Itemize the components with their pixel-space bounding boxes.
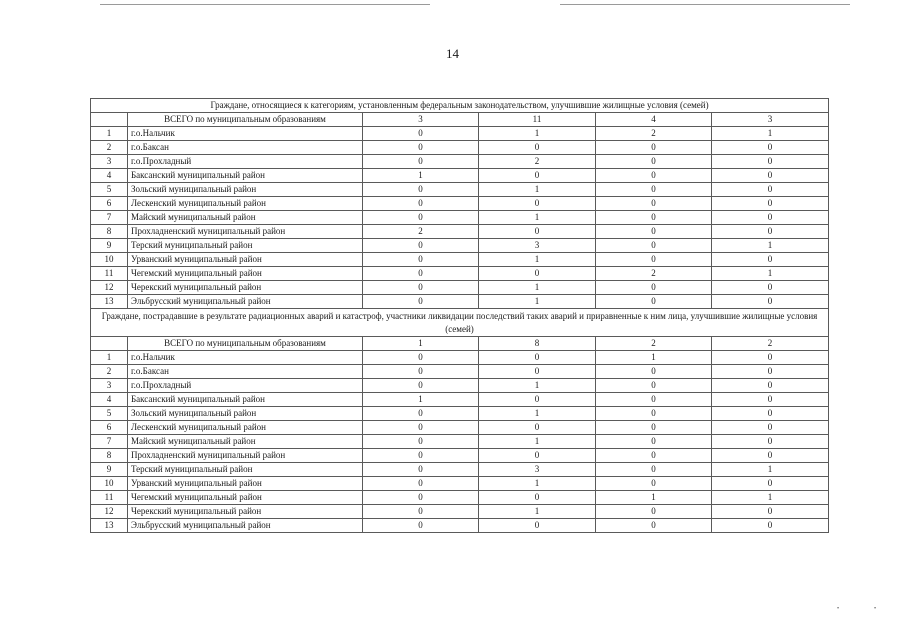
value-cell: 0 (712, 351, 829, 365)
value-cell: 2 (479, 155, 596, 169)
value-cell: 1 (479, 407, 596, 421)
value-cell: 1 (712, 267, 829, 281)
total-row (91, 337, 829, 351)
value-cell: 2 (363, 225, 479, 239)
value-cell: 0 (479, 421, 596, 435)
value-cell: 0 (479, 393, 596, 407)
value-cell: 0 (596, 519, 712, 533)
municipality-name: г.о.Нальчик (128, 351, 363, 365)
value-cell: 0 (363, 505, 479, 519)
value-cell: 0 (363, 183, 479, 197)
scan-mark: • (837, 606, 840, 612)
row-number: 1 (91, 127, 128, 141)
municipality-name: Прохладненский муниципальный район (128, 225, 363, 239)
value-cell: 0 (712, 505, 829, 519)
value-cell: 0 (596, 477, 712, 491)
municipality-name: г.о.Прохладный (128, 155, 363, 169)
value-cell: 1 (363, 393, 479, 407)
value-cell: 1 (479, 127, 596, 141)
value-cell: 2 (596, 267, 712, 281)
value-cell: 1 (596, 351, 712, 365)
row-number: 12 (91, 505, 128, 519)
value-cell: 0 (363, 155, 479, 169)
value-cell: 0 (712, 435, 829, 449)
table-row (91, 211, 829, 225)
value-cell: 1 (363, 169, 479, 183)
table-row (91, 379, 829, 393)
municipality-name: Зольский муниципальный район (128, 407, 363, 421)
table-row (91, 155, 829, 169)
statistics-table (90, 98, 829, 533)
value-cell: 0 (596, 379, 712, 393)
value-cell: 0 (596, 141, 712, 155)
value-cell: 0 (363, 477, 479, 491)
value-cell: 0 (712, 225, 829, 239)
row-number: 7 (91, 435, 128, 449)
table-row (91, 169, 829, 183)
value-cell: 2 (712, 337, 829, 351)
total-label: ВСЕГО по муниципальным образованиям (128, 113, 363, 127)
table-row (91, 253, 829, 267)
value-cell: 3 (479, 463, 596, 477)
row-number: 13 (91, 519, 128, 533)
value-cell: 0 (363, 421, 479, 435)
municipality-name: г.о.Нальчик (128, 127, 363, 141)
section-title: Граждане, относящиеся к категориям, установленным федеральным законодательством, улучшившие жилищные условия (семей) (91, 99, 829, 113)
row-number: 8 (91, 225, 128, 239)
municipality-name: Баксанский муниципальный район (128, 169, 363, 183)
municipality-name: Лескенский муниципальный район (128, 421, 363, 435)
row-number: 6 (91, 197, 128, 211)
municipality-name: г.о.Прохладный (128, 379, 363, 393)
value-cell: 0 (363, 463, 479, 477)
table-row (91, 197, 829, 211)
row-number: 9 (91, 239, 128, 253)
value-cell: 1 (479, 211, 596, 225)
value-cell: 0 (363, 407, 479, 421)
row-number-cell (91, 113, 128, 127)
row-number: 12 (91, 281, 128, 295)
value-cell: 0 (596, 505, 712, 519)
value-cell: 0 (479, 267, 596, 281)
value-cell: 0 (712, 183, 829, 197)
value-cell: 0 (596, 407, 712, 421)
value-cell: 0 (363, 211, 479, 225)
value-cell: 0 (712, 477, 829, 491)
municipality-name: Зольский муниципальный район (128, 183, 363, 197)
value-cell: 1 (479, 477, 596, 491)
value-cell: 0 (596, 295, 712, 309)
municipality-name: Черекский муниципальный район (128, 281, 363, 295)
row-number: 3 (91, 155, 128, 169)
value-cell: 0 (712, 449, 829, 463)
value-cell: 0 (712, 141, 829, 155)
table-row (91, 183, 829, 197)
value-cell: 8 (479, 337, 596, 351)
municipality-name: Эльбрусский муниципальный район (128, 295, 363, 309)
scan-top-rule (560, 4, 850, 5)
value-cell: 1 (479, 253, 596, 267)
value-cell: 1 (479, 183, 596, 197)
row-number: 13 (91, 295, 128, 309)
value-cell: 0 (479, 169, 596, 183)
row-number: 4 (91, 393, 128, 407)
municipality-name: Эльбрусский муниципальный район (128, 519, 363, 533)
value-cell: 0 (479, 449, 596, 463)
table-row (91, 435, 829, 449)
table-row (91, 365, 829, 379)
municipality-name: Баксанский муниципальный район (128, 393, 363, 407)
value-cell: 1 (479, 505, 596, 519)
value-cell: 0 (363, 365, 479, 379)
value-cell: 1 (363, 337, 479, 351)
value-cell: 0 (363, 141, 479, 155)
value-cell: 0 (712, 421, 829, 435)
value-cell: 1 (712, 127, 829, 141)
value-cell: 0 (596, 197, 712, 211)
value-cell: 0 (479, 197, 596, 211)
value-cell: 0 (363, 295, 479, 309)
row-number: 5 (91, 183, 128, 197)
row-number: 10 (91, 253, 128, 267)
value-cell: 1 (712, 239, 829, 253)
table-row (91, 127, 829, 141)
value-cell: 0 (363, 281, 479, 295)
table-row (91, 407, 829, 421)
row-number: 1 (91, 351, 128, 365)
value-cell: 0 (363, 449, 479, 463)
value-cell: 0 (712, 253, 829, 267)
row-number: 11 (91, 491, 128, 505)
value-cell: 0 (712, 393, 829, 407)
value-cell: 0 (596, 449, 712, 463)
value-cell: 0 (596, 253, 712, 267)
value-cell: 0 (479, 365, 596, 379)
table-row (91, 281, 829, 295)
table-row (91, 225, 829, 239)
municipality-name: Лескенский муниципальный район (128, 197, 363, 211)
value-cell: 2 (596, 127, 712, 141)
table-row (91, 449, 829, 463)
value-cell: 0 (712, 519, 829, 533)
value-cell: 0 (712, 155, 829, 169)
table-row (91, 351, 829, 365)
value-cell: 0 (479, 351, 596, 365)
value-cell: 0 (596, 435, 712, 449)
value-cell: 0 (712, 281, 829, 295)
value-cell: 4 (596, 113, 712, 127)
section-title: Граждане, пострадавшие в результате радиационных аварий и катастроф, участники ликвидации последствий таких аварий и приравненные к ним лица, улучшившие жилищные условия (семей) (91, 309, 829, 337)
value-cell: 1 (479, 379, 596, 393)
value-cell: 0 (363, 253, 479, 267)
municipality-name: Урванский муниципальный район (128, 477, 363, 491)
value-cell: 0 (712, 407, 829, 421)
value-cell: 0 (363, 379, 479, 393)
row-number: 5 (91, 407, 128, 421)
table-row (91, 267, 829, 281)
section-header-row (91, 99, 829, 113)
section-header-row (91, 309, 829, 337)
municipality-name: Прохладненский муниципальный район (128, 449, 363, 463)
row-number-cell (91, 337, 128, 351)
table-row (91, 519, 829, 533)
value-cell: 0 (479, 519, 596, 533)
scan-mark: • (874, 606, 877, 612)
value-cell: 3 (479, 239, 596, 253)
row-number: 11 (91, 267, 128, 281)
table-row (91, 421, 829, 435)
table-row (91, 505, 829, 519)
value-cell: 1 (479, 435, 596, 449)
value-cell: 1 (479, 295, 596, 309)
table-row (91, 141, 829, 155)
row-number: 7 (91, 211, 128, 225)
municipality-name: Чегемский муниципальный район (128, 491, 363, 505)
value-cell: 0 (712, 295, 829, 309)
value-cell: 0 (596, 183, 712, 197)
municipality-name: г.о.Баксан (128, 141, 363, 155)
value-cell: 0 (363, 239, 479, 253)
value-cell: 0 (596, 393, 712, 407)
municipality-name: Терский муниципальный район (128, 463, 363, 477)
row-number: 10 (91, 477, 128, 491)
page-number: 14 (446, 46, 459, 61)
value-cell: 3 (712, 113, 829, 127)
value-cell: 1 (712, 463, 829, 477)
value-cell: 0 (596, 211, 712, 225)
total-label: ВСЕГО по муниципальным образованиям (128, 337, 363, 351)
table-row (91, 477, 829, 491)
value-cell: 0 (479, 491, 596, 505)
value-cell: 0 (363, 435, 479, 449)
value-cell: 0 (363, 519, 479, 533)
row-number: 4 (91, 169, 128, 183)
value-cell: 0 (363, 127, 479, 141)
value-cell: 0 (712, 365, 829, 379)
value-cell: 1 (596, 491, 712, 505)
row-number: 2 (91, 365, 128, 379)
value-cell: 0 (712, 169, 829, 183)
value-cell: 0 (596, 239, 712, 253)
table-body (91, 99, 829, 533)
total-row (91, 113, 829, 127)
value-cell: 0 (596, 281, 712, 295)
municipality-name: г.о.Баксан (128, 365, 363, 379)
municipality-name: Урванский муниципальный район (128, 253, 363, 267)
value-cell: 0 (712, 211, 829, 225)
table-row (91, 463, 829, 477)
value-cell: 0 (363, 351, 479, 365)
value-cell: 0 (363, 491, 479, 505)
table-row (91, 393, 829, 407)
row-number: 6 (91, 421, 128, 435)
value-cell: 0 (363, 267, 479, 281)
municipality-name: Майский муниципальный район (128, 211, 363, 225)
value-cell: 3 (363, 113, 479, 127)
value-cell: 0 (479, 141, 596, 155)
value-cell: 0 (596, 169, 712, 183)
value-cell: 0 (712, 379, 829, 393)
value-cell: 0 (596, 463, 712, 477)
value-cell: 2 (596, 337, 712, 351)
municipality-name: Чегемский муниципальный район (128, 267, 363, 281)
value-cell: 0 (596, 155, 712, 169)
row-number: 9 (91, 463, 128, 477)
municipality-name: Майский муниципальный район (128, 435, 363, 449)
table-row (91, 239, 829, 253)
municipality-name: Терский муниципальный район (128, 239, 363, 253)
value-cell: 0 (479, 225, 596, 239)
value-cell: 0 (596, 225, 712, 239)
row-number: 3 (91, 379, 128, 393)
value-cell: 0 (596, 365, 712, 379)
value-cell: 0 (596, 421, 712, 435)
table-row (91, 491, 829, 505)
municipality-name: Черекский муниципальный район (128, 505, 363, 519)
row-number: 2 (91, 141, 128, 155)
row-number: 8 (91, 449, 128, 463)
value-cell: 1 (479, 281, 596, 295)
scan-top-rule (100, 4, 430, 5)
value-cell: 0 (712, 197, 829, 211)
value-cell: 1 (712, 491, 829, 505)
value-cell: 11 (479, 113, 596, 127)
value-cell: 0 (363, 197, 479, 211)
table-row (91, 295, 829, 309)
